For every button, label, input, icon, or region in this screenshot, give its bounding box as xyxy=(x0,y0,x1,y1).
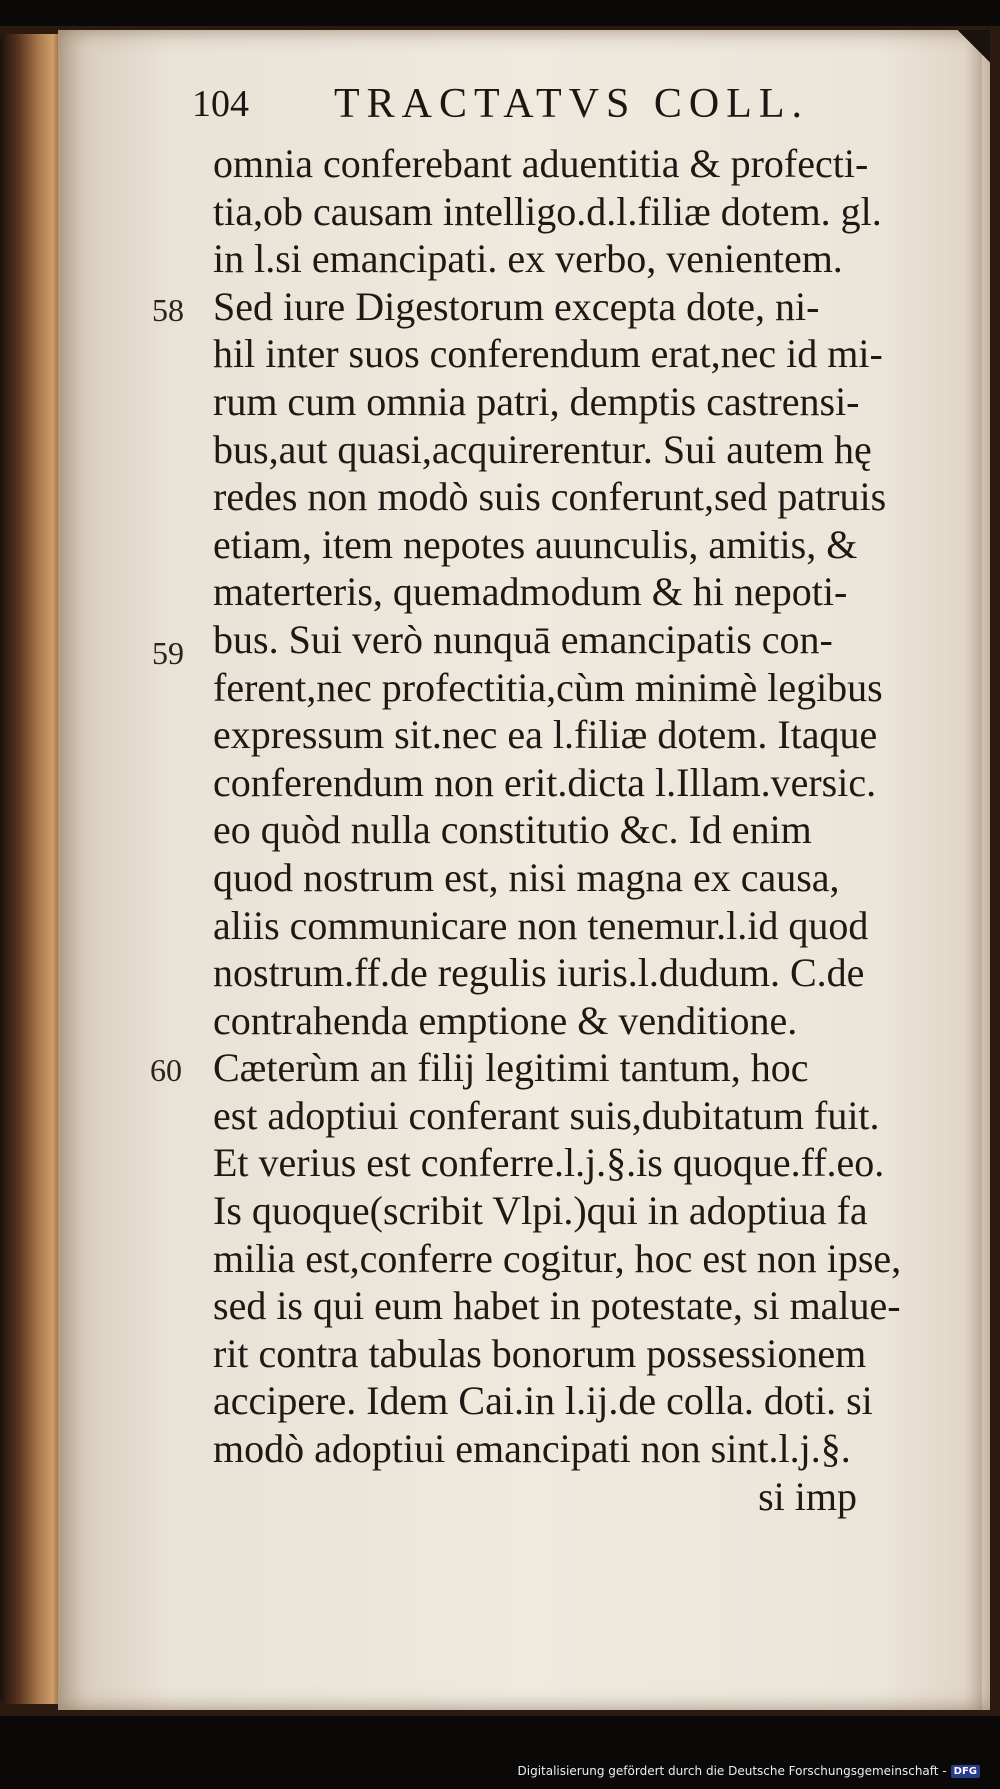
text-line: hil inter suos conferendum erat,nec id mi- xyxy=(213,331,883,377)
margin-number: 58 xyxy=(152,292,184,328)
text-line: conferendum non erit.dicta l.Illam.versic. xyxy=(213,759,877,805)
text-line: contrahenda emptione & venditione. xyxy=(213,997,798,1043)
text-line: tia,ob causam intelligo.d.l.filiæ dotem. gl. xyxy=(213,188,882,234)
text-line: sed is qui eum habet in potestate, si malue- xyxy=(213,1283,901,1329)
footer-bar xyxy=(0,1716,1000,1789)
credit-text: Digitalisierung gefördert durch die Deutsche Forschungsgemeinschaft - xyxy=(517,1764,947,1778)
page-corner xyxy=(950,30,990,70)
text-line: quod nostrum est, nisi magna ex causa, xyxy=(213,854,840,900)
text-line: accipere. Idem Cai.in l.ij.de colla. doti. si xyxy=(213,1378,873,1424)
text-line: aliis communicare non tenemur.l.id quod xyxy=(213,902,869,948)
text-line: redes non modò suis conferunt,sed patruis xyxy=(213,474,887,520)
text-line: Is quoque(scribit Vlpi.)qui in adoptiua fa xyxy=(213,1188,868,1234)
dfg-logo: DFG xyxy=(951,1765,980,1778)
page-stain xyxy=(964,30,982,1710)
text-line: rum cum omnia patri, demptis castrensi- xyxy=(213,378,860,424)
running-head: TRACTATVS COLL. xyxy=(334,81,809,127)
text-line: Et verius est conferre.l.j.§.is quoque.ff.eo. xyxy=(213,1140,885,1186)
margin-number: 60 xyxy=(150,1052,182,1088)
book-edge xyxy=(0,34,62,1704)
text-line: milia est,conferre cogitur, hoc est non ipse, xyxy=(213,1235,902,1281)
text-line: omnia conferebant aduentitia & profecti- xyxy=(213,141,869,186)
catchword: si imp xyxy=(758,1473,857,1519)
page-header xyxy=(192,74,892,130)
text-line: ferent,nec profectitia,cùm minimè legibus xyxy=(213,664,883,710)
text-line: rit contra tabulas bonorum possessionem xyxy=(213,1330,867,1376)
text-line: modò adoptiui emancipati non sint.l.j.§. xyxy=(213,1426,851,1472)
margin-number: 59 xyxy=(152,635,184,671)
text-line: Cæterùm an filij legitimi tantum, hoc xyxy=(213,1045,809,1091)
text-line: in l.si emancipati. ex verbo, venientem. xyxy=(213,236,843,282)
page-number: 104 xyxy=(192,83,249,125)
body-text xyxy=(213,140,953,1520)
text-line: eo quòd nulla constitutio &c. Id enim xyxy=(213,807,812,853)
text-line: bus. Sui verò nunquā emancipatis con- xyxy=(213,616,833,662)
text-line: etiam, item nepotes auunculis, amitis, & xyxy=(213,521,858,567)
text-line: nostrum.ff.de regulis iuris.l.dudum. C.de xyxy=(213,950,865,996)
text-line: materteris, quemadmodum & hi nepoti- xyxy=(213,569,848,615)
text-line: bus,aut quasi,acquirerentur. Sui autem hę xyxy=(213,426,872,472)
text-line: Sed iure Digestorum excepta dote, ni- xyxy=(213,283,820,329)
credit-line xyxy=(518,1764,981,1778)
text-line: est adoptiui conferant suis,dubitatum fuit. xyxy=(213,1092,880,1138)
text-line: expressum sit.nec ea l.filiæ dotem. Itaque xyxy=(213,712,878,758)
